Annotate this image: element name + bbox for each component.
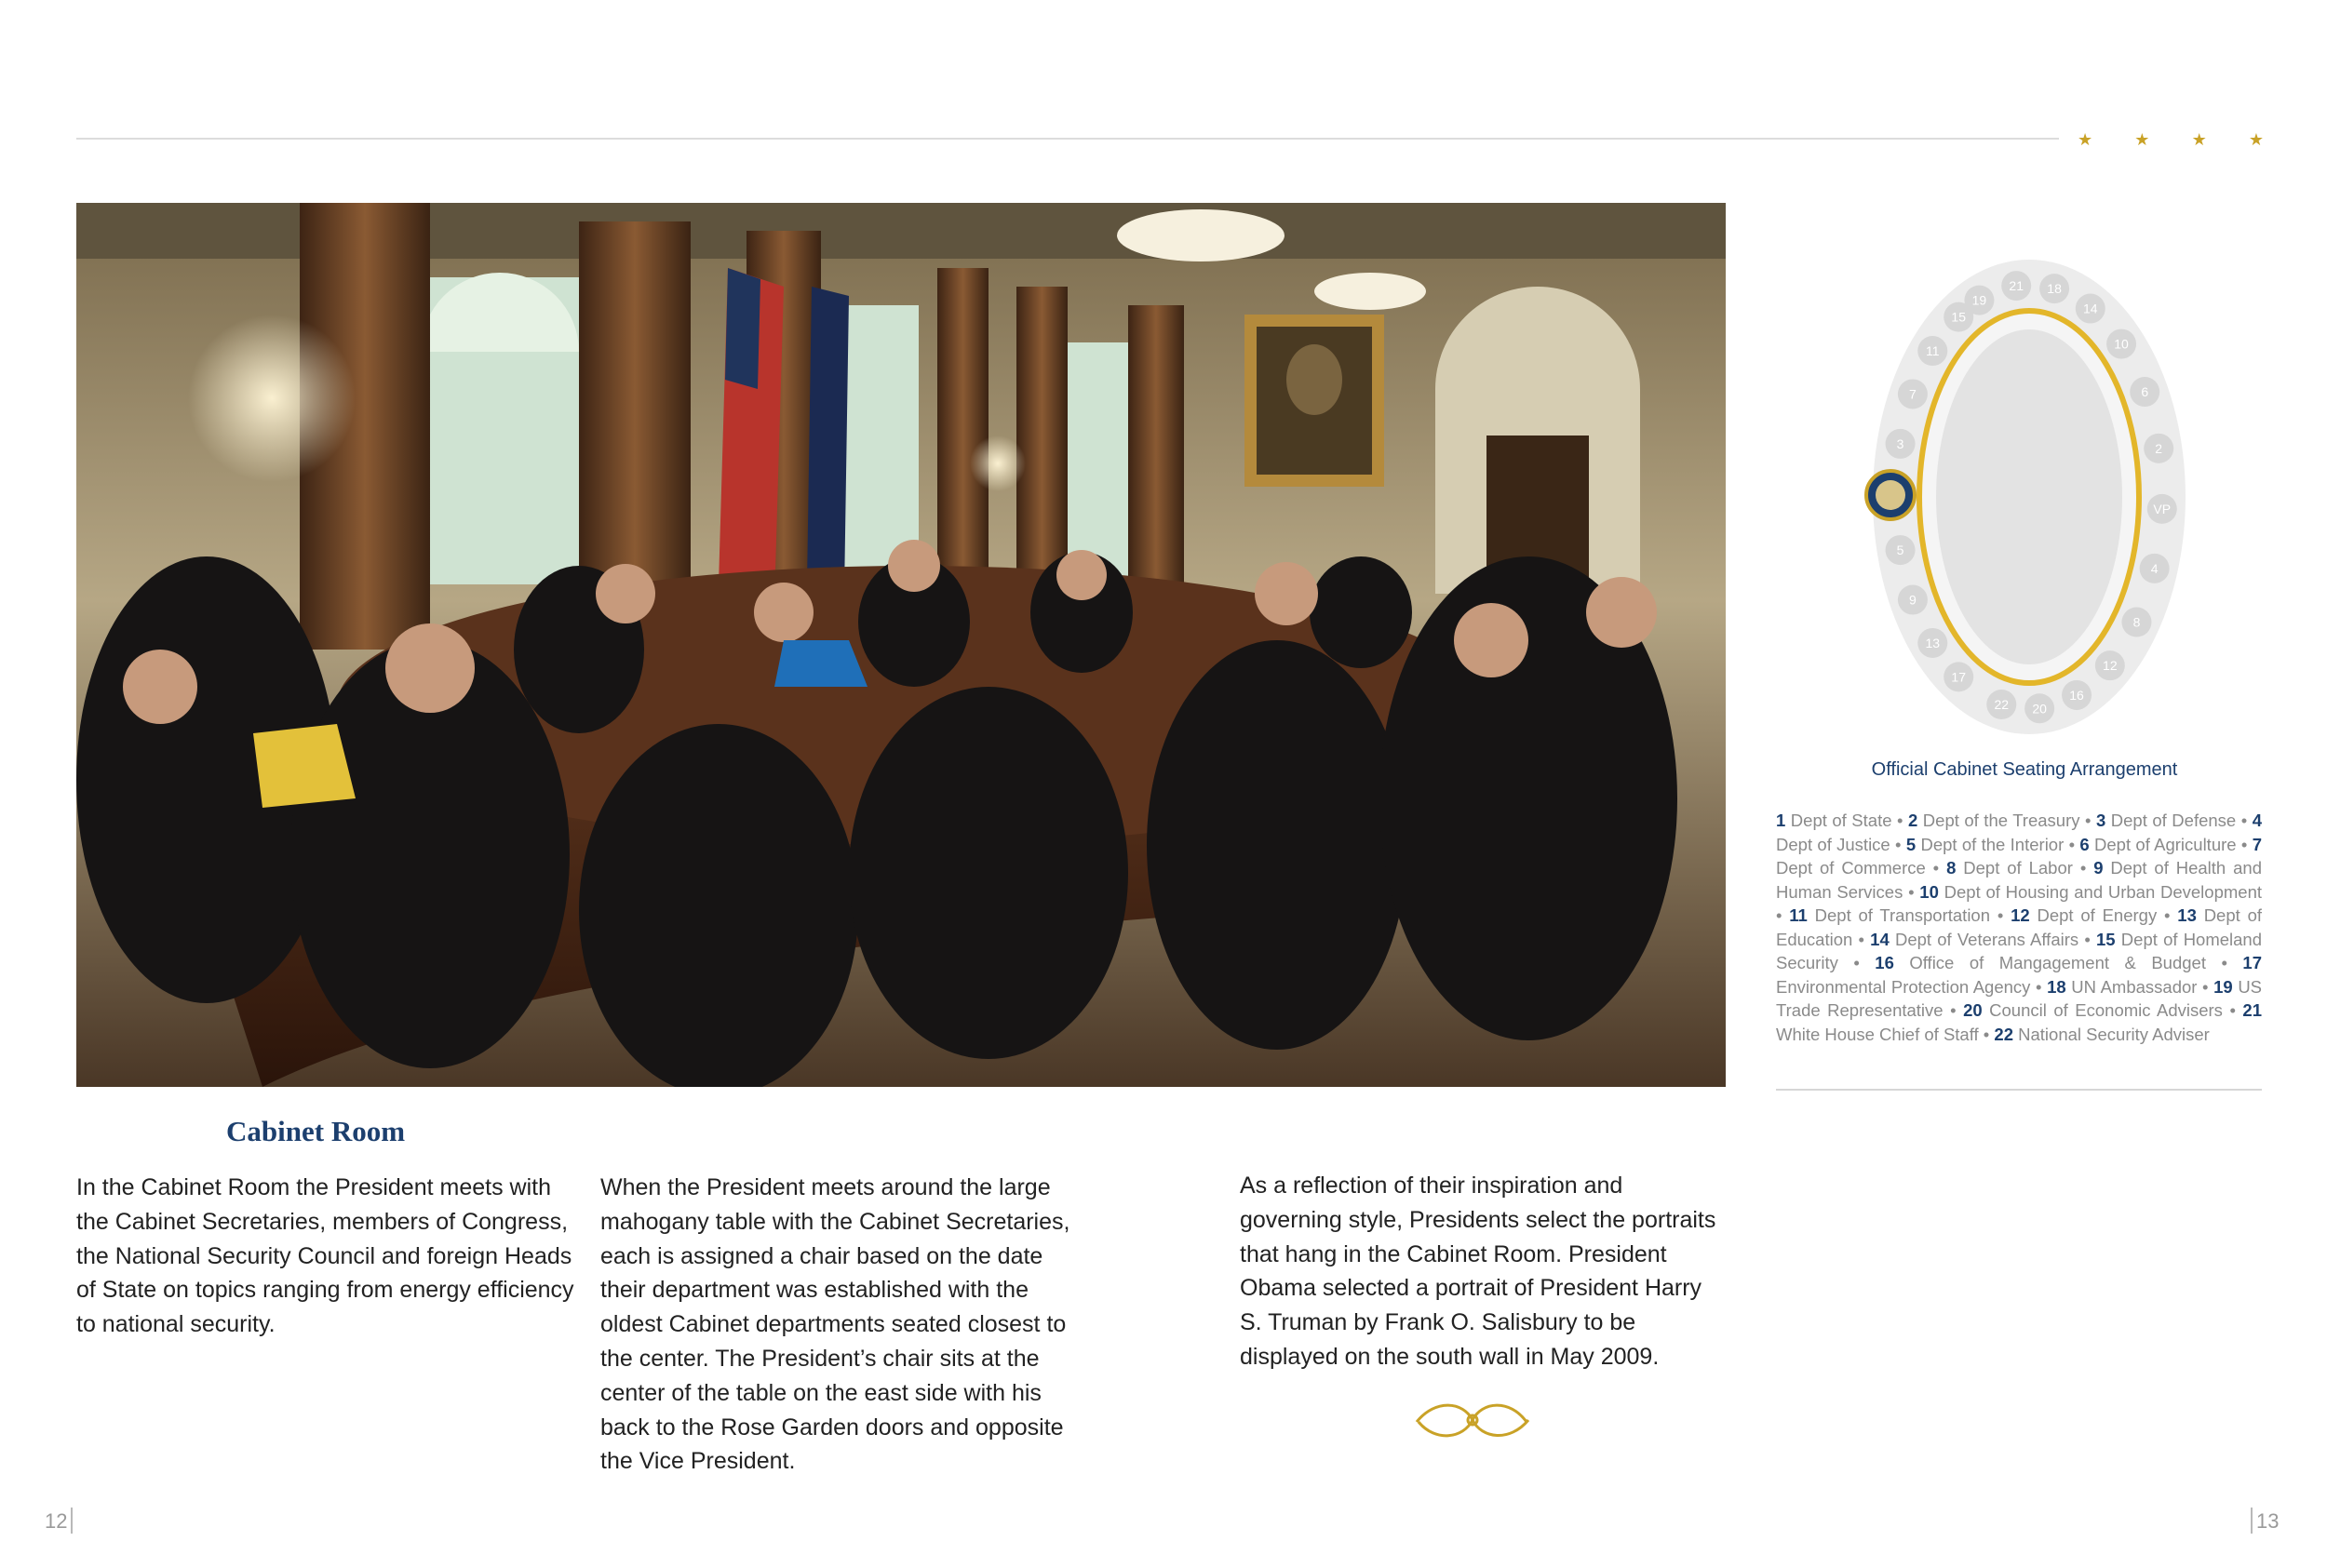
legend-number: 10 <box>1919 881 1944 902</box>
legend-label: Dept of State <box>1790 811 1892 830</box>
legend-label: Dept of Transportation <box>1814 905 1991 925</box>
legend-label: Dept of Justice <box>1776 834 1890 854</box>
page-number-divider <box>2251 1508 2253 1534</box>
seat-number: 18 <box>2047 281 2062 297</box>
legend-number: 12 <box>2011 905 2038 925</box>
seat-number: 3 <box>1896 436 1904 451</box>
legend-label: Dept of Homeland Security <box>1776 929 2263 972</box>
legend-number: 2 <box>1908 811 1923 830</box>
legend-number: 8 <box>1946 858 1964 878</box>
seat-number: 16 <box>2069 687 2084 703</box>
seat-number: 22 <box>1994 697 2010 713</box>
legend-label: Dept of Commerce <box>1776 858 1926 878</box>
legend-separator: • <box>2236 811 2253 830</box>
legend-number: 18 <box>2047 976 2072 997</box>
seat-number: 13 <box>1925 635 1941 650</box>
legend-separator: • <box>2072 858 2094 878</box>
legend-number: 20 <box>1963 1000 1990 1020</box>
section-title: Cabinet Room <box>226 1115 406 1147</box>
legend-label: Council of Economic Advisers <box>1989 1000 2223 1020</box>
star-icon: ★ <box>2078 130 2093 149</box>
legend-number: 13 <box>2177 905 2204 925</box>
legend-separator: • <box>1890 834 1906 854</box>
seat-number: 19 <box>1971 292 1987 308</box>
seat-number: 6 <box>2141 384 2149 400</box>
body-paragraph: As a reflection of their inspiration and governing style, Presidents select the portraits that hang in the Cabinet Room. President Obama selected a portrait of President Harry S. Truman by Frank O. Salisbury to be displayed on the south wall in May 2009. <box>1240 1173 1716 1370</box>
legend-separator: • <box>2079 811 2096 830</box>
star-icon: ★ <box>2248 130 2264 149</box>
legend-label: Dept of Housing and Urban Development <box>1944 881 2262 902</box>
legend-label: Office of Mangagement & Budget <box>1909 953 2206 972</box>
cabinet-room-photo <box>76 203 1726 1087</box>
legend-label: National Security Adviser <box>2018 1024 2210 1044</box>
seat-number: 17 <box>1951 669 1967 685</box>
seat-number: 2 <box>2155 440 2163 456</box>
legend-number: 14 <box>1870 929 1895 949</box>
legend-separator: • <box>2197 976 2214 997</box>
legend-label: Dept of Veterans Affairs <box>1894 929 2079 949</box>
body-paragraph: When the President meets around the large mahogany table with the Cabinet Secretaries, each is assigned a chair based on the date their department was established with the oldest Cabinet departments seated closest to the center. The President’s chair sits at the center of the table on the east side with his back to the Rose Garden doors and opposite the Vice President. <box>600 1174 1070 1475</box>
seat-number: 7 <box>1909 386 1917 402</box>
legend-number: 22 <box>1994 1024 2019 1044</box>
legend-separator: • <box>2236 834 2253 854</box>
legend-number: 4 <box>2252 811 2262 830</box>
gold-flourish-ornament <box>1407 1394 1538 1448</box>
page-number-divider <box>71 1508 73 1534</box>
legend-label: Dept of the Interior <box>1920 834 2065 854</box>
legend-separator: • <box>1925 858 1947 878</box>
legend-separator: • <box>2030 976 2048 997</box>
seat-number: 9 <box>1909 592 1917 608</box>
legend-separator: • <box>2078 929 2097 949</box>
legend-label: White House Chief of Staff <box>1776 1024 1979 1044</box>
legend-separator: • <box>1978 1024 1995 1044</box>
legend-label: Dept of Labor <box>1963 858 2073 878</box>
top-divider-rule <box>76 138 2059 140</box>
legend-separator: • <box>1903 881 1920 902</box>
legend-number: 15 <box>2096 929 2121 949</box>
seating-diagram <box>1862 255 2187 739</box>
legend-separator: • <box>2157 905 2178 925</box>
seat-number: 4 <box>2150 560 2159 576</box>
legend-separator: • <box>2064 834 2080 854</box>
legend-number: 19 <box>2213 976 2239 997</box>
legend-number: 17 <box>2242 953 2262 972</box>
page-number-left: 12 <box>45 1509 68 1533</box>
legend-label: Dept of Defense <box>2110 811 2237 830</box>
legend-number: 11 <box>1789 905 1815 925</box>
seat-number: VP <box>2153 501 2172 516</box>
seat-number: 10 <box>2114 336 2129 352</box>
legend-label: US Trade Representative <box>1776 976 2263 1020</box>
legend-separator: • <box>1837 953 1876 972</box>
legend-number: 1 <box>1776 811 1791 830</box>
star-icon: ★ <box>2134 130 2150 149</box>
seat-number: 15 <box>1951 309 1967 325</box>
page-number-right: 13 <box>2256 1509 2280 1533</box>
legend-label: Dept of Health and Human Services <box>1776 858 2262 902</box>
legend-label: Dept of Energy <box>2037 905 2158 925</box>
legend-separator: • <box>1943 1000 1964 1020</box>
legend-label: Dept of Agriculture <box>2094 834 2237 854</box>
presidential-seal-icon <box>1866 471 1915 519</box>
seat-number: 11 <box>1925 343 1940 359</box>
body-paragraph: In the Cabinet Room the President meets with the Cabinet Secretaries, members of Congress, the National Security Council and foreign Heads of State on topics ranging from energy efficiency to national security. <box>76 1174 574 1338</box>
legend-label: Dept of the Treasury <box>1922 811 2080 830</box>
legend-separator: • <box>1776 905 1790 925</box>
star-ornament-row <box>2078 128 2264 151</box>
legend-number: 5 <box>1905 834 1921 854</box>
seat-number: 21 <box>2009 278 2024 294</box>
legend-divider-rule <box>1776 1089 2262 1091</box>
legend-number: 16 <box>1875 953 1910 972</box>
legend-number: 21 <box>2242 1000 2262 1020</box>
star-icon: ★ <box>2191 130 2207 149</box>
legend-label: Environmental Protection Agency <box>1776 976 2031 997</box>
legend-separator: • <box>1990 905 2011 925</box>
seat-number: 12 <box>2103 658 2118 674</box>
legend-number: 6 <box>2079 834 2094 854</box>
legend-number: 7 <box>2252 834 2262 854</box>
legend-number: 3 <box>2095 811 2111 830</box>
seat-number: 20 <box>2032 701 2047 717</box>
legend-label: Dept of Education <box>1776 905 2262 949</box>
legend-separator: • <box>2205 953 2243 972</box>
seat-number: 5 <box>1896 543 1904 558</box>
legend-label: UN Ambassador <box>2071 976 2198 997</box>
legend-separator: • <box>1852 929 1871 949</box>
legend-number: 9 <box>2093 858 2111 878</box>
legend-separator: • <box>1891 811 1908 830</box>
seating-title: Official Cabinet Seating Arrangement <box>1871 759 2178 780</box>
seat-number: 8 <box>2132 614 2141 630</box>
seat-number: 14 <box>2082 301 2098 316</box>
seating-legend <box>1776 809 2262 1046</box>
legend-separator: • <box>2222 1000 2243 1020</box>
